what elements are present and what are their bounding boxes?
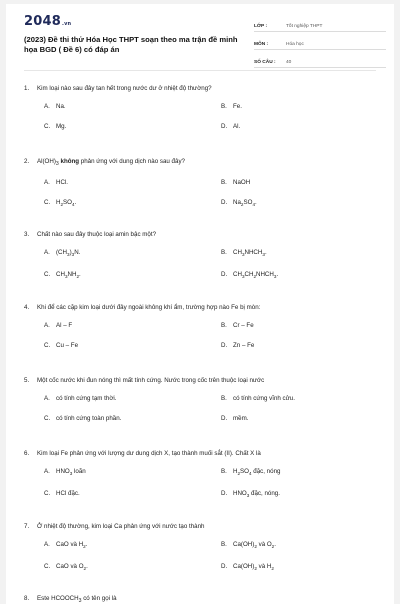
question-number: 1. bbox=[24, 85, 30, 92]
option-letter: D. bbox=[221, 563, 228, 571]
question-stem bbox=[24, 230, 378, 239]
option-letter: B. bbox=[221, 179, 227, 187]
option-text: có tính cứng vĩnh cửu. bbox=[233, 395, 295, 402]
answer-option[interactable] bbox=[24, 270, 201, 281]
question-text: Kim loại nào sau đây tan hết trong nước dư ở nhiệt độ thường? bbox=[37, 85, 212, 92]
option-letter: A. bbox=[44, 468, 50, 475]
question-1 bbox=[24, 84, 378, 157]
answer-option[interactable] bbox=[201, 562, 378, 573]
question-3 bbox=[24, 230, 378, 303]
option-text: $Ca(OH)_2$ và $O_2$. bbox=[233, 541, 276, 550]
option-letter: C. bbox=[44, 123, 51, 130]
question-text: Một cốc nước khi đun nóng thì mất tính cứng. Nước trong cốc trên thuộc loại nước bbox=[37, 377, 265, 384]
option-text: mềm. bbox=[233, 415, 249, 422]
answer-option[interactable] bbox=[201, 178, 378, 187]
question-number: 4. bbox=[24, 304, 30, 311]
question-list bbox=[24, 84, 378, 604]
question-stem bbox=[24, 157, 378, 169]
answer-option[interactable] bbox=[24, 489, 201, 500]
meta-value: Hóa học bbox=[286, 42, 304, 47]
worksheet-page bbox=[6, 4, 394, 604]
question-5 bbox=[24, 376, 378, 449]
meta-row-class bbox=[254, 16, 386, 32]
answer-options bbox=[24, 102, 378, 131]
answer-options bbox=[24, 248, 378, 281]
logo-suffix: .vn bbox=[61, 21, 72, 27]
answer-option[interactable] bbox=[201, 540, 378, 551]
logo-text: 2048 bbox=[24, 14, 61, 29]
answer-option[interactable] bbox=[201, 414, 378, 423]
question-2 bbox=[24, 157, 378, 230]
option-text: CaO và $H_2$. bbox=[56, 541, 88, 550]
option-text: HCl. bbox=[56, 179, 69, 187]
question-4 bbox=[24, 303, 378, 376]
question-text: Este $HCOOCH_3$ có tên gọi là bbox=[37, 595, 117, 604]
answer-option[interactable] bbox=[201, 248, 378, 259]
option-letter: B. bbox=[221, 249, 227, 256]
answer-options bbox=[24, 467, 378, 500]
option-letter: B. bbox=[221, 541, 227, 548]
question-stem bbox=[24, 303, 378, 312]
option-letter: D. bbox=[221, 342, 228, 349]
answer-option[interactable] bbox=[24, 198, 201, 209]
site-logo[interactable] bbox=[24, 14, 71, 29]
question-number: 2. bbox=[24, 158, 30, 165]
question-text: Khi để các cặp kim loại dưới đây ngoài không khí ẩm, trường hợp nào Fe bị mòn: bbox=[37, 304, 261, 311]
answer-option[interactable] bbox=[24, 540, 201, 551]
question-stem bbox=[24, 84, 378, 93]
option-letter: C. bbox=[44, 271, 51, 279]
option-text: Cu – Fe bbox=[56, 342, 79, 349]
option-letter: B. bbox=[221, 103, 227, 110]
exam-meta bbox=[254, 16, 386, 70]
option-text: $HNO_3$ loãn bbox=[56, 468, 86, 477]
answer-options bbox=[24, 540, 378, 573]
answer-option[interactable] bbox=[201, 341, 378, 350]
answer-option[interactable] bbox=[201, 489, 378, 500]
option-letter: A. bbox=[44, 541, 50, 548]
option-text: HCl đặc. bbox=[56, 490, 80, 498]
question-number: 3. bbox=[24, 231, 30, 238]
option-text: Al – F bbox=[56, 322, 73, 329]
option-letter: C. bbox=[44, 490, 51, 498]
option-text: $H_2SO_4$. bbox=[56, 199, 77, 208]
answer-option[interactable] bbox=[24, 102, 201, 111]
question-number: 8. bbox=[24, 595, 30, 602]
option-letter: B. bbox=[221, 322, 227, 329]
option-text: CaO và $O_2$. bbox=[56, 563, 88, 572]
option-letter: D. bbox=[221, 123, 228, 130]
option-letter: B. bbox=[221, 468, 227, 475]
question-number: 5. bbox=[24, 377, 30, 384]
option-letter: D. bbox=[221, 199, 228, 207]
option-letter: B. bbox=[221, 395, 227, 402]
meta-row-count bbox=[254, 52, 386, 68]
answer-option[interactable] bbox=[201, 270, 378, 281]
answer-option[interactable] bbox=[201, 321, 378, 330]
option-text: $CH_3NHCH_3$. bbox=[233, 249, 267, 258]
answer-option[interactable] bbox=[24, 122, 201, 131]
option-text: $Na_2SO_4$. bbox=[233, 199, 257, 208]
answer-option[interactable] bbox=[24, 178, 201, 187]
option-letter: C. bbox=[44, 199, 51, 207]
option-letter: C. bbox=[44, 415, 51, 422]
option-text: Cr – Fe bbox=[233, 322, 254, 329]
question-text: $Al(OH)_3$ không phản ứng với dung dịch nào sau đây? bbox=[37, 158, 185, 168]
option-letter: A. bbox=[44, 179, 50, 187]
meta-value: 40 bbox=[286, 60, 292, 65]
answer-option[interactable] bbox=[201, 198, 378, 209]
option-text: có tính cứng toàn phần. bbox=[56, 415, 122, 422]
answer-option[interactable] bbox=[201, 467, 378, 478]
header-divider bbox=[24, 70, 376, 71]
answer-option[interactable] bbox=[201, 122, 378, 131]
option-text: $CH_3NH_2$. bbox=[56, 271, 81, 280]
option-text: Fe. bbox=[233, 103, 242, 110]
meta-row-subject bbox=[254, 34, 386, 50]
question-text: Chất nào sau đây thuộc loại amin bậc một? bbox=[37, 231, 157, 238]
answer-option[interactable] bbox=[24, 394, 201, 403]
answer-options bbox=[24, 321, 378, 350]
question-7 bbox=[24, 522, 378, 595]
exam-title: (2023) Đề thi thử Hóa Học THPT soạn theo ma trận đề minh họa BGD ( Đề 6) có đáp án bbox=[24, 35, 238, 54]
option-text: Mg. bbox=[56, 123, 67, 130]
answer-option[interactable] bbox=[24, 248, 201, 259]
option-letter: D. bbox=[221, 415, 228, 422]
answer-option[interactable] bbox=[24, 467, 201, 478]
meta-label: MÔN : bbox=[254, 42, 269, 47]
option-letter: C. bbox=[44, 342, 51, 349]
question-stem bbox=[24, 376, 378, 385]
option-letter: C. bbox=[44, 563, 51, 571]
option-text: $(CH_3)_3N$. bbox=[56, 249, 81, 258]
answer-option[interactable] bbox=[24, 562, 201, 573]
question-6 bbox=[24, 449, 378, 522]
option-text: Na. bbox=[56, 103, 66, 110]
answer-options bbox=[24, 394, 378, 423]
meta-value: Tốt nghiệp THPT bbox=[286, 24, 323, 29]
answer-options bbox=[24, 178, 378, 209]
option-letter: A. bbox=[44, 249, 50, 256]
answer-option[interactable] bbox=[201, 394, 378, 403]
question-text: Kim loại Fe phản ứng với lượng dư dung dịch X, tạo thành muối sắt (II). Chất X là bbox=[37, 450, 261, 457]
option-letter: A. bbox=[44, 395, 50, 402]
option-text: Al. bbox=[233, 123, 241, 130]
option-letter: D. bbox=[221, 490, 228, 498]
option-letter: A. bbox=[44, 322, 50, 329]
answer-option[interactable] bbox=[24, 414, 201, 423]
option-text: $HNO_3$ đặc, nóng. bbox=[233, 490, 280, 499]
question-stem bbox=[24, 522, 378, 531]
option-text: Zn – Fe bbox=[233, 342, 255, 349]
meta-label: LỚP : bbox=[254, 24, 268, 29]
meta-label: SỐ CÂU : bbox=[254, 60, 276, 65]
option-text: $Ca(OH)_2$ và $H_2$ bbox=[233, 563, 274, 572]
question-number: 6. bbox=[24, 450, 30, 457]
option-letter: A. bbox=[44, 103, 50, 110]
question-number: 7. bbox=[24, 523, 30, 530]
answer-option[interactable] bbox=[201, 102, 378, 111]
option-letter: D. bbox=[221, 271, 228, 279]
option-text: có tính cứng tạm thời. bbox=[56, 395, 117, 402]
option-text: $H_2SO_4$ đặc, nóng bbox=[233, 468, 281, 477]
question-text: Ở nhiệt độ thường, kim loại Ca phản ứng với nước tạo thành bbox=[37, 523, 205, 530]
option-text: $CH_3CH_2NHCH_3$. bbox=[233, 271, 279, 280]
option-text: NaOH bbox=[233, 179, 251, 187]
answer-option[interactable] bbox=[24, 321, 201, 330]
answer-option[interactable] bbox=[24, 341, 201, 350]
question-stem bbox=[24, 449, 378, 458]
